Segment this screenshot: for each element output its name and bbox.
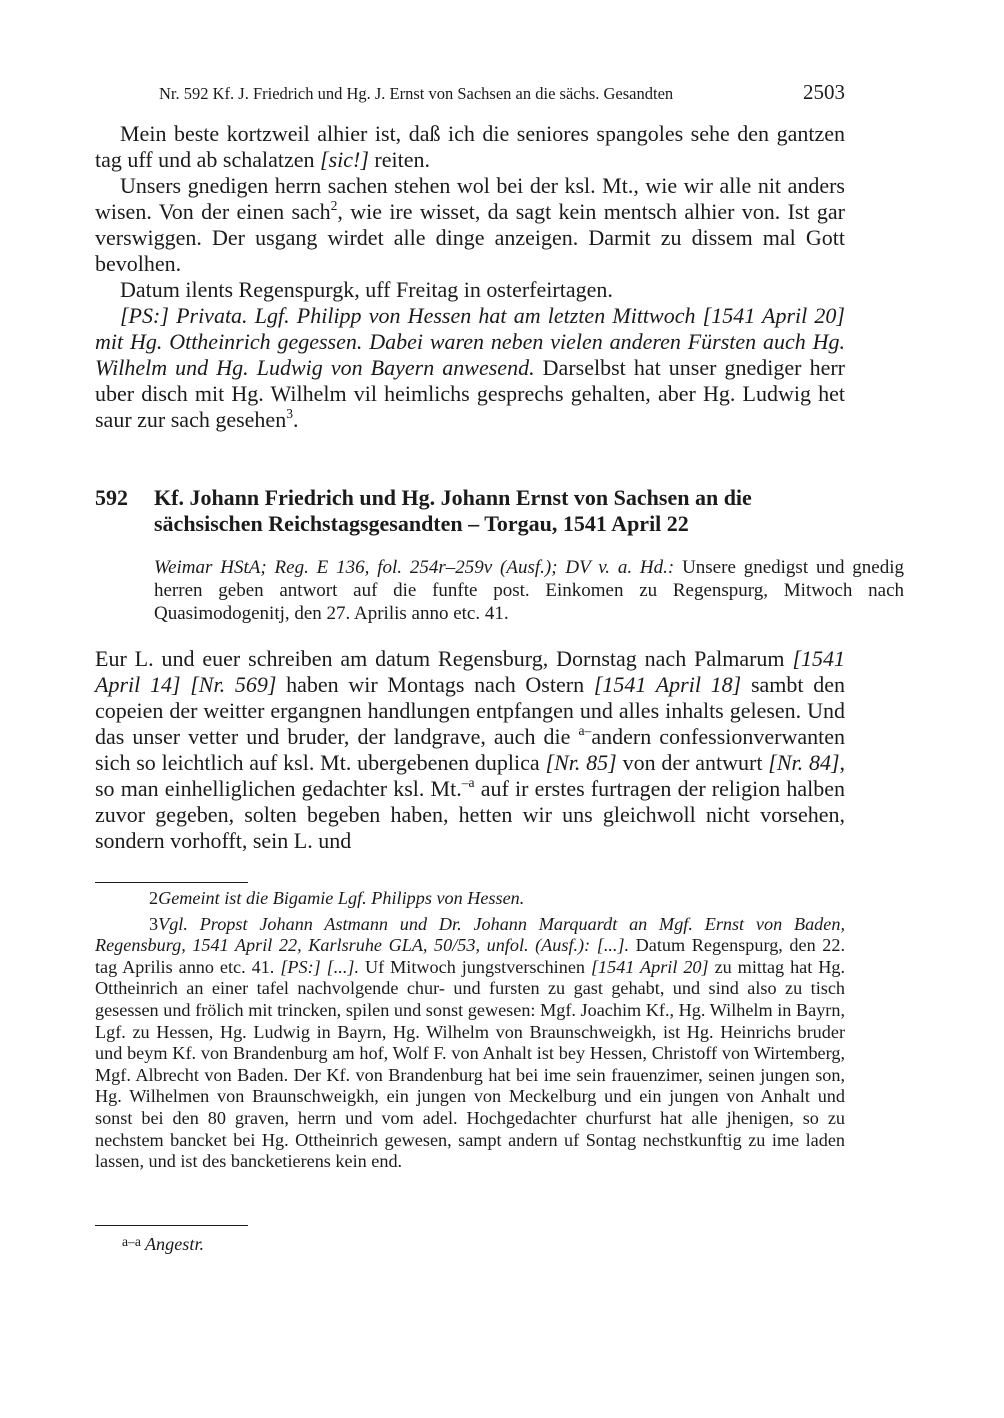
- apparatus: [95, 1231, 845, 1260]
- footnotes: [95, 888, 845, 1177]
- footnote-rule: [95, 882, 248, 883]
- letter-body: [95, 646, 845, 854]
- continued-letter-text: [95, 121, 845, 433]
- footnote-3-number: 3: [149, 913, 159, 934]
- footnote-2-number: 2: [149, 888, 159, 908]
- postscript-summary: [PS:] Privata. Lgf. Philipp von Hessen hat am letzten Mittwoch [1541 April 20] mit Hg. Ottheinrich gegessen. Dabei waren neben vielen anderen Fürsten auch Hg. Wilhelm und Hg. Ludwig von Bayern anwesend.: [95, 303, 845, 380]
- document-number: 592: [95, 485, 128, 510]
- paragraph-sachen: Unsers gnedigen herrn sachen stehen wol bei der ksl. Mt., wie wir alle nit anders wisen. Von der einen sach$^2$, wie ire wisset, da sagt kein mentsch alhier von. Ist gar verswiggen. Der usgang wirdet alle dinge anzeigen. Darmit zu dissem mal Gott bevolhen.: [95, 173, 845, 276]
- footnote-2: 2Gemeint ist die Bigamie Lgf. Philipps von Hessen.: [95, 888, 845, 910]
- running-head: [95, 80, 845, 108]
- sic-note: [sic!]: [320, 147, 369, 172]
- paragraph-postscript: [PS:] Privata. Lgf. Philipp von Hessen hat am letzten Mittwoch [1541 April 20] mit Hg. Ottheinrich gegessen. Dabei waren neben vielen anderen Fürsten auch Hg. Wilhelm und Hg. Ludwig von Bayern anwesend. Darselbst hat unser gnediger herr uber disch mit Hg. Wilhelm vil heimlichs gesprechs gehalten, aber Hg. Ludwig het saur zur sach gesehen$^3$.: [95, 303, 846, 432]
- page-number: 2503: [803, 80, 845, 104]
- document-title: Kf. Johann Friedrich und Hg. Johann Ernst von Sachsen an die sächsischen Reichstagsgesandten – Torgau, 1541 April 22: [154, 485, 752, 536]
- source-dorsal: Unsere gnedigst und gnedig herren geben antwort auf die funfte post. Einkomen zu Regenspurg, Mitwoch nach Quasimodogenitj, den 27. Aprilis anno etc. 41.: [154, 557, 904, 624]
- footnote-ref-3[interactable]: 3: [286, 406, 294, 422]
- running-head-title: Nr. 592 Kf. J. Friedrich und Hg. J. Ernst von Sachsen an die sächs. Gesandten: [159, 84, 674, 103]
- apparatus-note-a: [95, 1231, 845, 1256]
- footnote-ref-2[interactable]: 2: [330, 198, 338, 214]
- footnote-3: 3Vgl. Propst Johann Astmann und Dr. Johann Marquardt an Mgf. Ernst von Baden, Regensburg, 1541 April 22, Karlsruhe GLA, 50/53, unfol. (Ausf.): [...]. Datum Regenspurg, den 22. tag Aprilis anno etc. 41. [PS:] [...]. Uf Mitwoch jungstverschinen [1541 April 20] zu mittag hat Hg. Ottheinrich an einer tafel nachvolgende chur- und fursten zu gast gehabt, und sind also zu tisch gesessen und frölich mit trincken, spilen und sonst gewesen: Mgf. Joachim Kf., Hg. Wilhelm in Bayrn, Lgf. zu Hessen, Hg. Ludwig in Bayrn, Hg. Wilhelm von Braunschweigkh, ist Hg. Heinrichs bruder und beym Kf. von Brandenburg am hof, Wolf F. von Anhalt ist bey Hessen, Christoff von Wirtemberg, Mgf. Albrecht von Baden. Der Kf. von Brandenburg hat bei ime sein frauenzimer, seinen jungen son, Hg. Wilhelmen von Braunschweigkh, ein jungen von Meckelburg und ein jungen von Anhalt und sonst bei den 80 graven, herrn und vom adel. Hochgedachter churfurst hat alle jhenigen, so zu nechstem bancket bei Hg. Ottheinrich gewesen, sampt andern uf Sontag nechstkunftig zu ime laden lassen, und ist des bancketierens kein end.: [95, 913, 846, 1172]
- date-ref-2: [1541 April 18]: [593, 672, 742, 697]
- document-heading: [95, 485, 845, 537]
- date-ref-1: [1541 April 14] [Nr. 569]: [95, 646, 845, 697]
- variant-mark-open[interactable]: a–: [578, 723, 592, 739]
- apparatus-text: Angestr.: [144, 1234, 205, 1255]
- doc-ref-85: [Nr. 85]: [545, 750, 617, 775]
- paragraph-datum: Datum ilents Regenspurgk, uff Freitag in osterfeirtagen.: [120, 277, 613, 302]
- source-note: [95, 556, 904, 625]
- letter-paragraph: Eur L. und euer schreiben am datum Regensburg, Dornstag nach Palmarum [1541 April 14] [Nr. 569] haben wir Montags nach Ostern [1541 April 18] sambt den copeien der weitter ergangnen handlungen entpfangen und alles inhalts gelesen. Und das unser vetter und bruder, der landgrave, auch die $^{a-}$andern confessionverwanten sich so leichtlich auf ksl. Mt. ubergebenen duplica [Nr. 85] von der antwurt [Nr. 84], so man einhelliglichen gedachter ksl. Mt.$^{-a}$ auf ir erstes furtragen der religion halben zuvor gegeben, solten begeben haben, hetten wir uns gleichwoll nicht vorsehen, sondern vorhofft, sein L. und: [95, 646, 846, 853]
- doc-ref-84: [Nr. 84]: [768, 750, 840, 775]
- apparatus-symbol: a–a: [122, 1234, 141, 1249]
- apparatus-rule: [95, 1225, 248, 1226]
- source-archive: Weimar HStA; Reg. E 136, fol. 254r–259v (Ausf.); DV v. a. Hd.:: [154, 557, 675, 578]
- variant-mark-close[interactable]: –a: [461, 775, 475, 791]
- paragraph-kortzweil: Mein beste kortzweil alhier ist, daß ich die seniores spangoles sehe den gantzen tag uff und ab schalatzen [sic!] reiten.: [95, 121, 845, 172]
